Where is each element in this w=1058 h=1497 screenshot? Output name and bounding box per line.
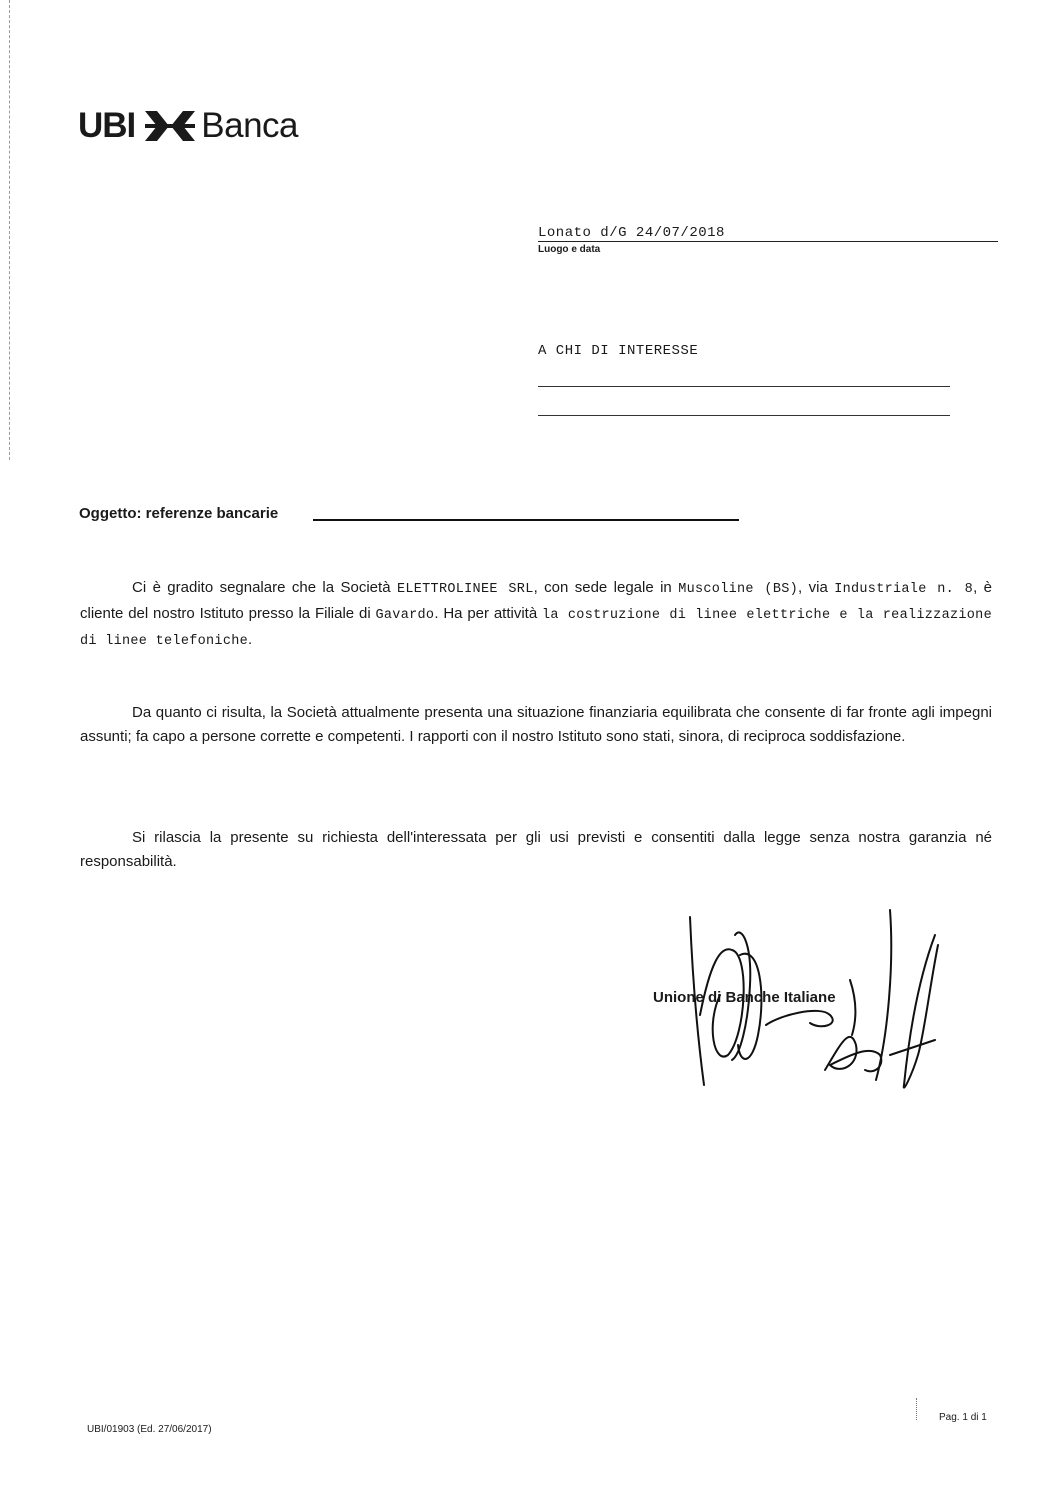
- footer-tick-mark: [916, 1398, 917, 1420]
- p1-text-5: . Ha per attività: [434, 605, 543, 622]
- company-street: Industriale n. 8: [834, 582, 974, 597]
- recipient-address-line-2: [538, 415, 950, 416]
- ubi-double-chevron-icon: [143, 109, 197, 143]
- company-city: Muscoline (BS): [678, 582, 799, 597]
- recipient-line: A CHI DI INTERESSE: [538, 343, 699, 359]
- logo-ubi-text: UBI: [78, 106, 136, 145]
- company-activity: la costruzione di linee elettriche e la realizzazione di linee telefoniche: [80, 608, 992, 649]
- form-code: UBI/01903 (Ed. 27/06/2017): [87, 1424, 212, 1435]
- p1-text-6: .: [248, 631, 253, 648]
- body-paragraph-2: Da quanto ci risulta, la Società attualmente presenta una situazione finanziaria equilibrata che consente di far fronte agli impegni assunti; fa capo a persone corrette e competenti. I rapporti con il nostro Istituto sono stati, sinora, di reciproca soddisfazione.: [80, 704, 992, 745]
- place-date-label: Luogo e data: [538, 244, 601, 255]
- handwritten-signature: [680, 905, 950, 1100]
- scan-edge-mark: [9, 0, 11, 460]
- body-paragraph-3: Si rilascia la presente su richiesta dell'interessata per gli usi previsti e consentiti dalla legge senza nostra garanzia né responsabilità.: [80, 829, 992, 870]
- body-paragraph-1: [80, 576, 992, 654]
- p1-text-2: , con sede legale in: [533, 579, 679, 596]
- company-name: ELETTROLINEE SRL: [396, 582, 534, 597]
- subject-underline: [313, 519, 739, 521]
- p1-text-3: , via: [798, 579, 835, 596]
- place-date-field: Lonato d/G 24/07/2018: [538, 225, 998, 242]
- logo-banca-text: Banca: [201, 106, 299, 145]
- signature-stamp-text: Unione di Banche Italiane: [653, 989, 836, 1006]
- recipient-address-line-1: [538, 386, 950, 387]
- branch-name: Gavardo: [375, 608, 435, 623]
- page-number: Pag. 1 di 1: [939, 1412, 987, 1423]
- ubi-banca-logo: [78, 104, 298, 148]
- p1-text-1: Ci è gradito segnalare che la Società: [132, 579, 397, 596]
- p1-text-4: , è cliente del nostro Istituto presso la Filiale di: [80, 579, 992, 622]
- subject-label: Oggetto: referenze bancarie: [79, 505, 279, 522]
